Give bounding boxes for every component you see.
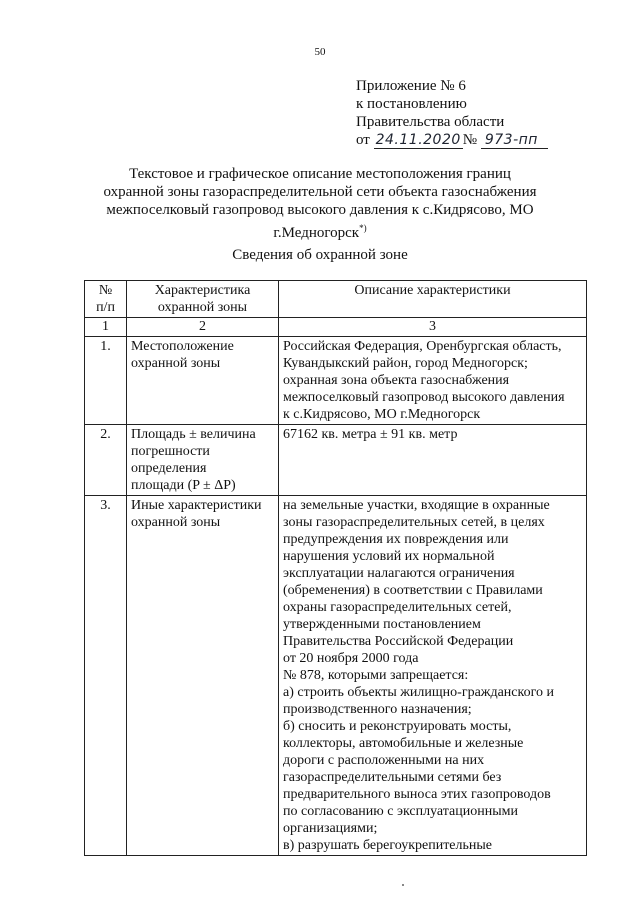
description-line: организациями; (283, 821, 378, 836)
table-row (85, 337, 587, 425)
description-line: 67162 кв. метра ± 91 кв. метр (283, 427, 458, 442)
index-cell: 2 (127, 318, 279, 337)
characteristic-line: погрешности (131, 444, 210, 459)
description-line: межпоселковый газопровод высокого давления (283, 390, 565, 405)
appendix-date-line (356, 131, 548, 149)
row-number: 3. (85, 496, 127, 856)
header-characteristic: Характеристика охранной зоны (127, 281, 279, 318)
row-characteristic (127, 337, 279, 425)
description-line: № 878, которыми запрещается: (283, 668, 469, 683)
characteristic-line: определения (131, 461, 207, 476)
title-line-3: межпоселковый газопровод высокого давления к с.Кидрясово, МО (106, 202, 534, 218)
appendix-line-1: Приложение № 6 (356, 78, 466, 94)
description-line: производственного назначения; (283, 702, 472, 717)
number-label: № (462, 132, 478, 148)
characteristic-line: Площадь ± величина (131, 427, 256, 442)
date-prefix: от (356, 132, 370, 148)
characteristic-line: площади (P ± ΔP) (131, 478, 236, 493)
row-description (279, 496, 587, 856)
description-line: в) разрушать берегоукрепительные (283, 838, 493, 853)
appendix-header (356, 77, 548, 149)
description-line: охранная зона объекта газоснабжения (283, 373, 510, 388)
row-characteristic (127, 496, 279, 856)
scan-artifact (402, 884, 404, 886)
row-description (279, 425, 587, 496)
description-line: Правительства Российской Федерации (283, 634, 514, 649)
description-line: на земельные участки, входящие в охранные (283, 498, 550, 513)
description-line: дороги с расположенными на них (283, 753, 485, 768)
row-number: 2. (85, 425, 127, 496)
index-cell: 3 (279, 318, 587, 337)
appendix-line-3: Правительства области (356, 114, 505, 130)
description-line: нарушения условий их нормальной (283, 549, 495, 564)
description-line: б) сносить и реконструировать мосты, (283, 719, 512, 734)
row-description (279, 337, 587, 425)
characteristic-line: Иные характеристики (131, 498, 262, 513)
title-line-4 (100, 219, 540, 242)
table-body (85, 337, 587, 856)
page-number: 50 (314, 46, 326, 58)
characteristic-line: охранной зоны (131, 356, 221, 371)
table-row (85, 496, 587, 856)
table-header-row (85, 281, 587, 318)
description-line: (обременения) в соответствии с Правилами (283, 583, 543, 598)
header-description: Описание характеристики (279, 281, 587, 318)
row-number: 1. (85, 337, 127, 425)
characteristic-line: охранной зоны (131, 515, 221, 530)
title-city: г.Медногорск (273, 225, 360, 241)
row-characteristic (127, 425, 279, 496)
zone-info-table (84, 280, 587, 856)
footnote-mark: *) (359, 223, 367, 233)
description-line: охраны газораспределительных сетей, (283, 600, 512, 615)
description-line: к с.Кидрясово, МО г.Медногорск (283, 407, 481, 422)
characteristic-line: Местоположение (131, 339, 234, 354)
description-line: Кувандыкский район, город Медногорск; (283, 356, 528, 371)
handwritten-number: 973-пп (481, 132, 548, 149)
table-index-row (85, 318, 587, 337)
description-line: эксплуатации налагаются ограничения (283, 566, 515, 581)
description-line: зоны газораспределительных сетей, в целях (283, 515, 545, 530)
description-line: а) строить объекты жилищно-гражданского и (283, 685, 554, 700)
description-line: коллекторы, автомобильные и железные (283, 736, 524, 751)
description-line: по согласованию с эксплуатационными (283, 804, 518, 819)
document-title (100, 165, 540, 242)
description-line: от 20 ноября 2000 года (283, 651, 419, 666)
appendix-line-2: к постановлению (356, 96, 467, 112)
description-line: предварительного выноса этих газопроводов (283, 787, 551, 802)
index-cell: 1 (85, 318, 127, 337)
section-subtitle: Сведения об охранной зоне (232, 247, 408, 263)
title-line-2: охранной зоны газораспределительной сети объекта газоснабжения (103, 184, 537, 200)
handwritten-date: 24.11.2020 (375, 132, 461, 148)
description-line: Российская Федерация, Оренбургская область, (283, 339, 562, 354)
description-line: предупреждения их повреждения или (283, 532, 509, 547)
title-line-1: Текстовое и графическое описание местоположения границ (129, 166, 511, 182)
description-line: утвержденными постановлением (283, 617, 481, 632)
description-line: газораспределительными сетями без (283, 770, 502, 785)
header-number: № п/п (85, 281, 127, 318)
table-row (85, 425, 587, 496)
